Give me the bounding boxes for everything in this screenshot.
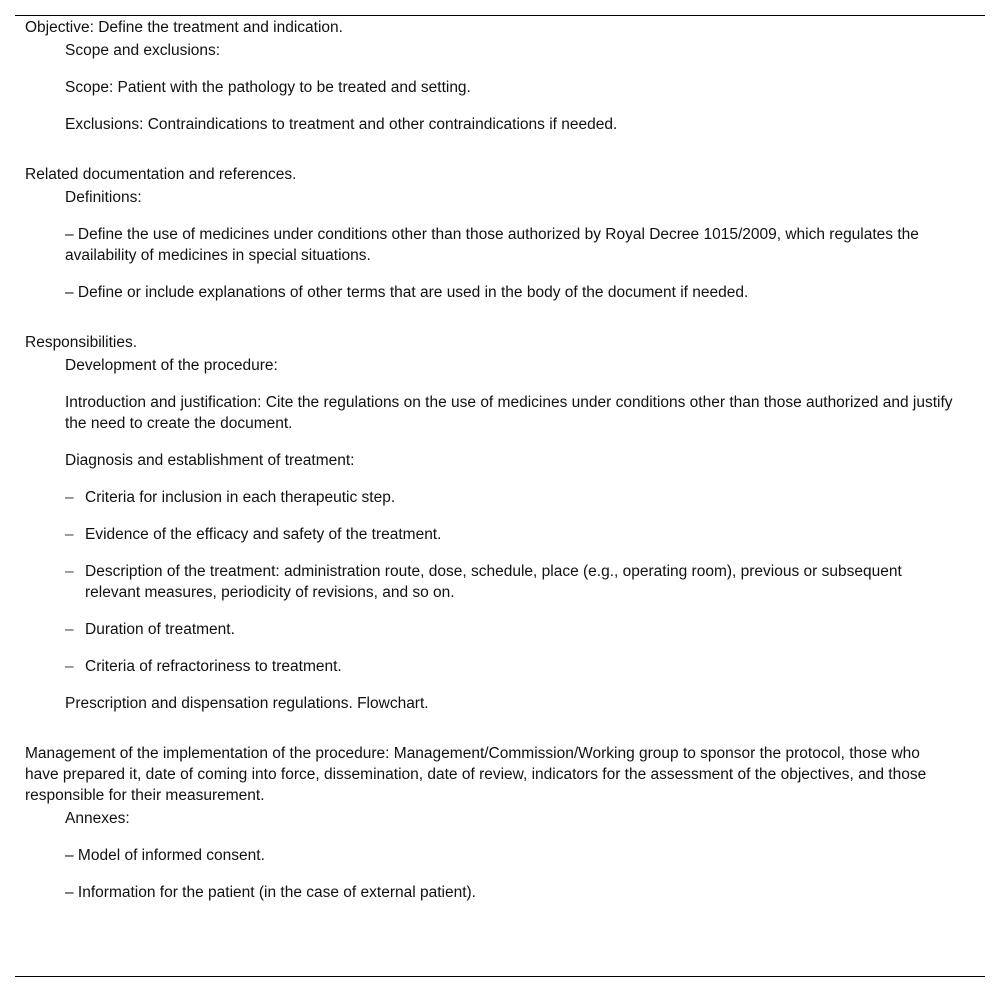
bottom-rule	[15, 976, 985, 977]
list-item-text: Evidence of the efficacy and safety of the treatment.	[85, 526, 442, 543]
section-heading: Management of the implementation of the procedure: Management/Commission/Working group to sponsor the protocol, those who have prepared it, date of coming into force, dissemination, date of review, indicators for the assessment of the objectives, and those responsible for their measurement.	[25, 745, 927, 804]
paragraph: Scope and exclusions:	[65, 42, 221, 59]
list-item	[65, 619, 955, 640]
list-item-text: Criteria of refractoriness to treatment.	[85, 658, 342, 675]
list-item	[65, 656, 955, 677]
top-rule	[15, 15, 985, 16]
paragraph: Scope: Patient with the pathology to be treated and setting.	[65, 79, 471, 96]
dash-bullet-icon: –	[65, 621, 74, 638]
list-item-text: Description of the treatment: administration route, dose, schedule, place (e.g., operating room), previous or subsequent relevant measures, periodicity of revisions, and so on.	[85, 563, 902, 601]
section-heading: Related documentation and references.	[25, 166, 297, 183]
dash-bullet-icon: –	[65, 489, 74, 506]
section-objective	[25, 17, 955, 135]
section-heading: Responsibilities.	[25, 334, 137, 351]
paragraph: Diagnosis and establishment of treatment:	[65, 452, 355, 469]
section-management	[25, 743, 955, 903]
paragraph: Development of the procedure:	[65, 357, 278, 374]
paragraph: – Define the use of medicines under conditions other than those authorized by Royal Decree 1015/2009, which regulates the availability of medicines in special situations.	[65, 226, 919, 264]
list-item	[65, 487, 955, 508]
list-item	[65, 561, 955, 603]
paragraph: – Define or include explanations of other terms that are used in the body of the document if needed.	[65, 284, 749, 301]
paragraph: – Model of informed consent.	[65, 847, 265, 864]
list-item	[65, 524, 955, 545]
paragraph: Annexes:	[65, 810, 130, 827]
paragraph: Exclusions: Contraindications to treatment and other contraindications if needed.	[65, 116, 618, 133]
dash-bullet-icon: –	[65, 658, 74, 675]
list-item-text: Criteria for inclusion in each therapeutic step.	[85, 489, 396, 506]
list-item-text: Duration of treatment.	[85, 621, 235, 638]
section-related-documentation	[25, 164, 955, 303]
paragraph: Introduction and justification: Cite the regulations on the use of medicines under conditions other than those authorized and justify the need to create the document.	[65, 394, 953, 432]
dash-bullet-icon: –	[65, 563, 74, 580]
section-heading: Objective: Define the treatment and indication.	[25, 19, 343, 36]
paragraph: Prescription and dispensation regulations. Flowchart.	[65, 695, 429, 712]
dash-bullet-icon: –	[65, 526, 74, 543]
section-responsibilities	[25, 332, 955, 714]
paragraph: – Information for the patient (in the case of external patient).	[65, 884, 476, 901]
paragraph: Definitions:	[65, 189, 142, 206]
document-body	[25, 17, 955, 932]
